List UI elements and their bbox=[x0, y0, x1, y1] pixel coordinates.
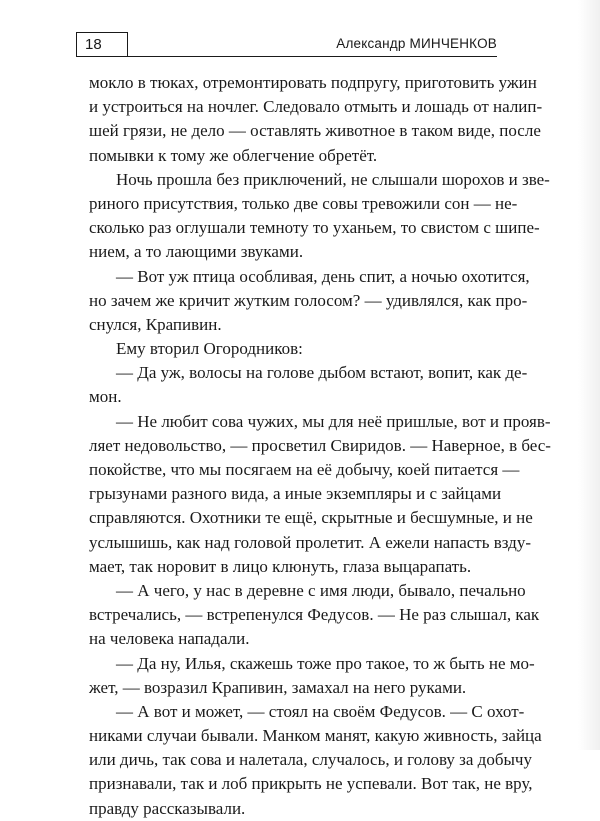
text-line: — Да ну, Илья, скажешь тоже про такое, то ж быть не мо- bbox=[116, 653, 535, 673]
text-line: встречались, — встрепенулся Федусов. — Не раз слышал, как bbox=[89, 605, 540, 625]
header-rule bbox=[76, 56, 497, 57]
text-line: — А вот и может, — стоял на своём Федусов. — С охот- bbox=[116, 701, 525, 721]
text-line: — Да уж, волосы на голове дыбом встают, вопит, как де- bbox=[116, 363, 528, 383]
text-line: мокло в тюках, отремонтировать подпругу, приготовить ужин bbox=[89, 73, 537, 92]
text-line: Ночь прошла без приключений, не слышали шорохов и зве- bbox=[116, 169, 550, 189]
text-line: правду рассказывали. bbox=[89, 798, 246, 818]
text-line: мон. bbox=[89, 387, 122, 407]
page-number-box bbox=[76, 32, 128, 56]
text-line: никами случаи бывали. Манком манят, какую живность, зайца bbox=[89, 726, 542, 746]
page-number: 18 bbox=[85, 36, 102, 53]
text-line: но зачем же кричит жутким голосом? — удивлялся, как про- bbox=[89, 290, 528, 310]
text-line: жет, — возразил Крапивин, замахал на него руками. bbox=[89, 677, 467, 697]
running-head-author: Александр МИНЧЕНКОВ bbox=[336, 36, 497, 51]
page-edge-shade bbox=[578, 0, 600, 750]
text-line: — А чего, у нас в деревне с имя люди, бывало, печально bbox=[116, 580, 526, 600]
text-line: и устроиться на ночлег. Следовало отмыть и лошадь от налип- bbox=[89, 97, 543, 117]
text-line: сколько раз оглушали темноту то уханьем, то свистом с шипе- bbox=[89, 218, 540, 238]
text-line: снулся, Крапивин. bbox=[89, 314, 222, 334]
text-line: или дичь, так сова и налетала, случалось, и голову за добычу bbox=[89, 750, 532, 770]
text-line: — Вот уж птица особливая, день спит, а ночью охотится, bbox=[116, 266, 530, 286]
text-line: справляются. Охотники те ещё, скрытные и бесшумные, и не bbox=[89, 508, 533, 528]
text-line: мает, так норовит в лицо клюнуть, глаза выцарапать. bbox=[89, 556, 472, 576]
body-text bbox=[89, 71, 551, 821]
text-line: грызунами разного вида, а иные экземпляры и с зайцами bbox=[89, 484, 502, 504]
text-line: признавали, так и лоб прикрыть не успевали. Вот так, не вру, bbox=[89, 774, 533, 794]
text-line: — Не любит сова чужих, мы для неё пришлые, вот и прояв- bbox=[116, 411, 551, 431]
text-line: нием, а то лающими звуками. bbox=[89, 242, 304, 262]
text-line: шей грязи, не дело — оставлять животное в таком виде, после bbox=[89, 121, 541, 141]
text-line: Ему вторил Огородников: bbox=[116, 339, 303, 359]
text-line: покойстве, что мы посягаем на её добычу, коей питается — bbox=[89, 460, 520, 479]
text-line: ляет недовольство, — просветил Свиридов. — Наверное, в бес- bbox=[89, 435, 551, 455]
text-line: помывки к тому же облегчение обретёт. bbox=[89, 145, 378, 165]
text-line: риного присутствия, только две совы тревожили сон — не- bbox=[89, 193, 518, 213]
text-line: на человека нападали. bbox=[89, 629, 250, 649]
text-line: услышишь, как над головой пролетит. А ежели напасть взду- bbox=[89, 532, 531, 552]
